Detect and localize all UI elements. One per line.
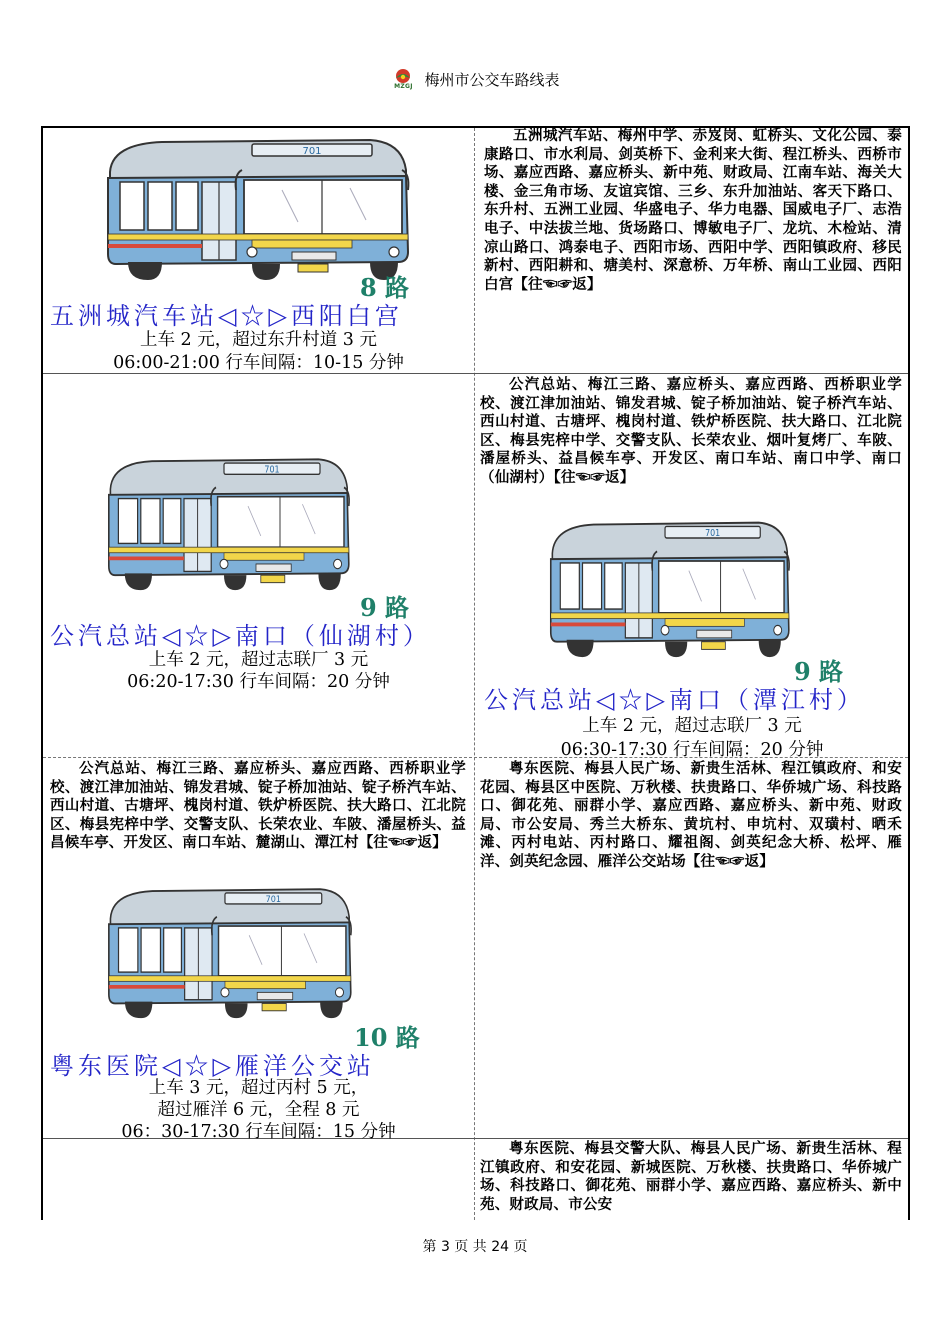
fare-info: 上车 2 元，超过志联厂 3 元: [582, 716, 802, 736]
page-header: [0, 64, 950, 94]
column-divider: [474, 128, 475, 1220]
stop-list: 五洲城汽车站、梅州中学、赤岌岗、虹桥头、文化公园、泰康路口、市水利局、剑英桥下、金利来大街、程江桥头、西桥市场、嘉应西路、嘉应桥头、新中苑、财政局、江南车站、海关大楼、金三角市场、友谊宾馆、三乡、东升加油站、客天下路口、东升村、五洲工业园、华盛电子、华力电器、国威电子厂、志浩电子、中法拔兰地、货场路口、博敏电子厂、龙坑、木检站、清凉山路口、鸿泰电子、西阳市场、西阳中学、西阳镇政府、移民新村、西阳耕和、塘美村、深意桥、万年桥、南山工业园、西阳白宫【往☜☞返】: [484, 127, 902, 293]
fare-info: 超过雁洋 6 元，全程 8 元: [157, 1100, 360, 1120]
bus-illustration: [104, 880, 354, 1020]
route-number: 10 路: [354, 1023, 420, 1052]
service-hours: 06：30-17:30 行车间隔：15 分钟: [121, 1122, 396, 1142]
page-title: 梅州市公交车路线表: [424, 70, 560, 89]
stop-list: 公汽总站、梅江三路、嘉应桥头、嘉应西路、西桥职业学校、渡江津加油站、锦发君城、锭子桥加油站、锭子桥汽车站、西山村道、古塘坪、槐岗村道、铁炉桥医院、扶大路口、江北院区、梅县宪梓中学、交警支队、长荣农业、烟叶复烤厂、车陂、潘屋桥头、益昌候车亭、开发区、南口车站、南口中学、南口（仙湖村）【往☜☞返】: [480, 376, 902, 486]
service-hours: 06:30-17:30 行车间隔：20 分钟: [560, 740, 824, 760]
stop-list: 粤东医院、梅县人民广场、新贵生活林、程江镇政府、和安花园、梅县区中医院、万秋楼、扶贵路口、华侨城广场、科技路口、御花苑、丽群小学、嘉应西路、嘉应桥头、新中苑、财政局、市公安局、秀兰大桥东、黄坑村、申坑村、双璜村、晒禾滩、丙村电站、丙村路口、耀祖阁、剑英纪念大桥、松坪、雁洋、剑英纪念园、雁洋公交站场【往☜☞返】: [480, 760, 902, 870]
route-number: 9 路: [360, 593, 410, 622]
service-hours: 06:20-17:30 行车间隔：20 分钟: [127, 672, 390, 692]
route-title: 公汽总站◁☆▷南口（潭江村）: [484, 686, 865, 714]
service-hours: 06:00-21:00 行车间隔：10-15 分钟: [113, 353, 404, 373]
company-logo: MZGJ: [390, 68, 416, 90]
fare-info: 上车 3 元，超过丙村 5 元，: [148, 1078, 369, 1098]
bus-illustration: [546, 513, 792, 659]
route-number: 8 路: [360, 273, 410, 302]
route-title: 粤东医院◁☆▷雁洋公交站: [50, 1052, 375, 1080]
bus-illustration: [104, 450, 352, 592]
stop-list: 公汽总站、梅江三路、嘉应桥头、嘉应西路、西桥职业学校、渡江津加油站、锦发君城、锭子桥加油站、锭子桥汽车站、西山村道、古塘坪、槐岗村道、铁炉桥医院、扶大路口、江北院区、梅县宪梓中学、交警支队、长荣农业、车陂、潘屋桥头、益昌候车亭、开发区、南口车站、麓湖山、潭江村【往☜☞返】: [50, 760, 466, 852]
route-title: 五洲城汽车站◁☆▷西阳白宫: [50, 302, 403, 330]
fare-info: 上车 2 元，超过东升村道 3 元: [139, 330, 378, 350]
bus-illustration: [102, 130, 412, 282]
fare-info: 上车 2 元，超过志联厂 3 元: [148, 650, 369, 670]
route-number: 9 路: [794, 657, 844, 686]
logo-icon: [392, 68, 414, 84]
route-title: 公汽总站◁☆▷南口（仙湖村）: [50, 622, 431, 650]
page-number: 第 3 页 共 24 页: [422, 1239, 528, 1255]
stop-list: 粤东医院、梅县交警大队、梅县人民广场、新贵生活林、程江镇政府、和安花园、新城医院、万秋楼、扶贵路口、华侨城广场、科技路口、御花苑、丽群小学、嘉应西路、嘉应桥头、新中苑、财政局、市公安: [480, 1140, 902, 1213]
